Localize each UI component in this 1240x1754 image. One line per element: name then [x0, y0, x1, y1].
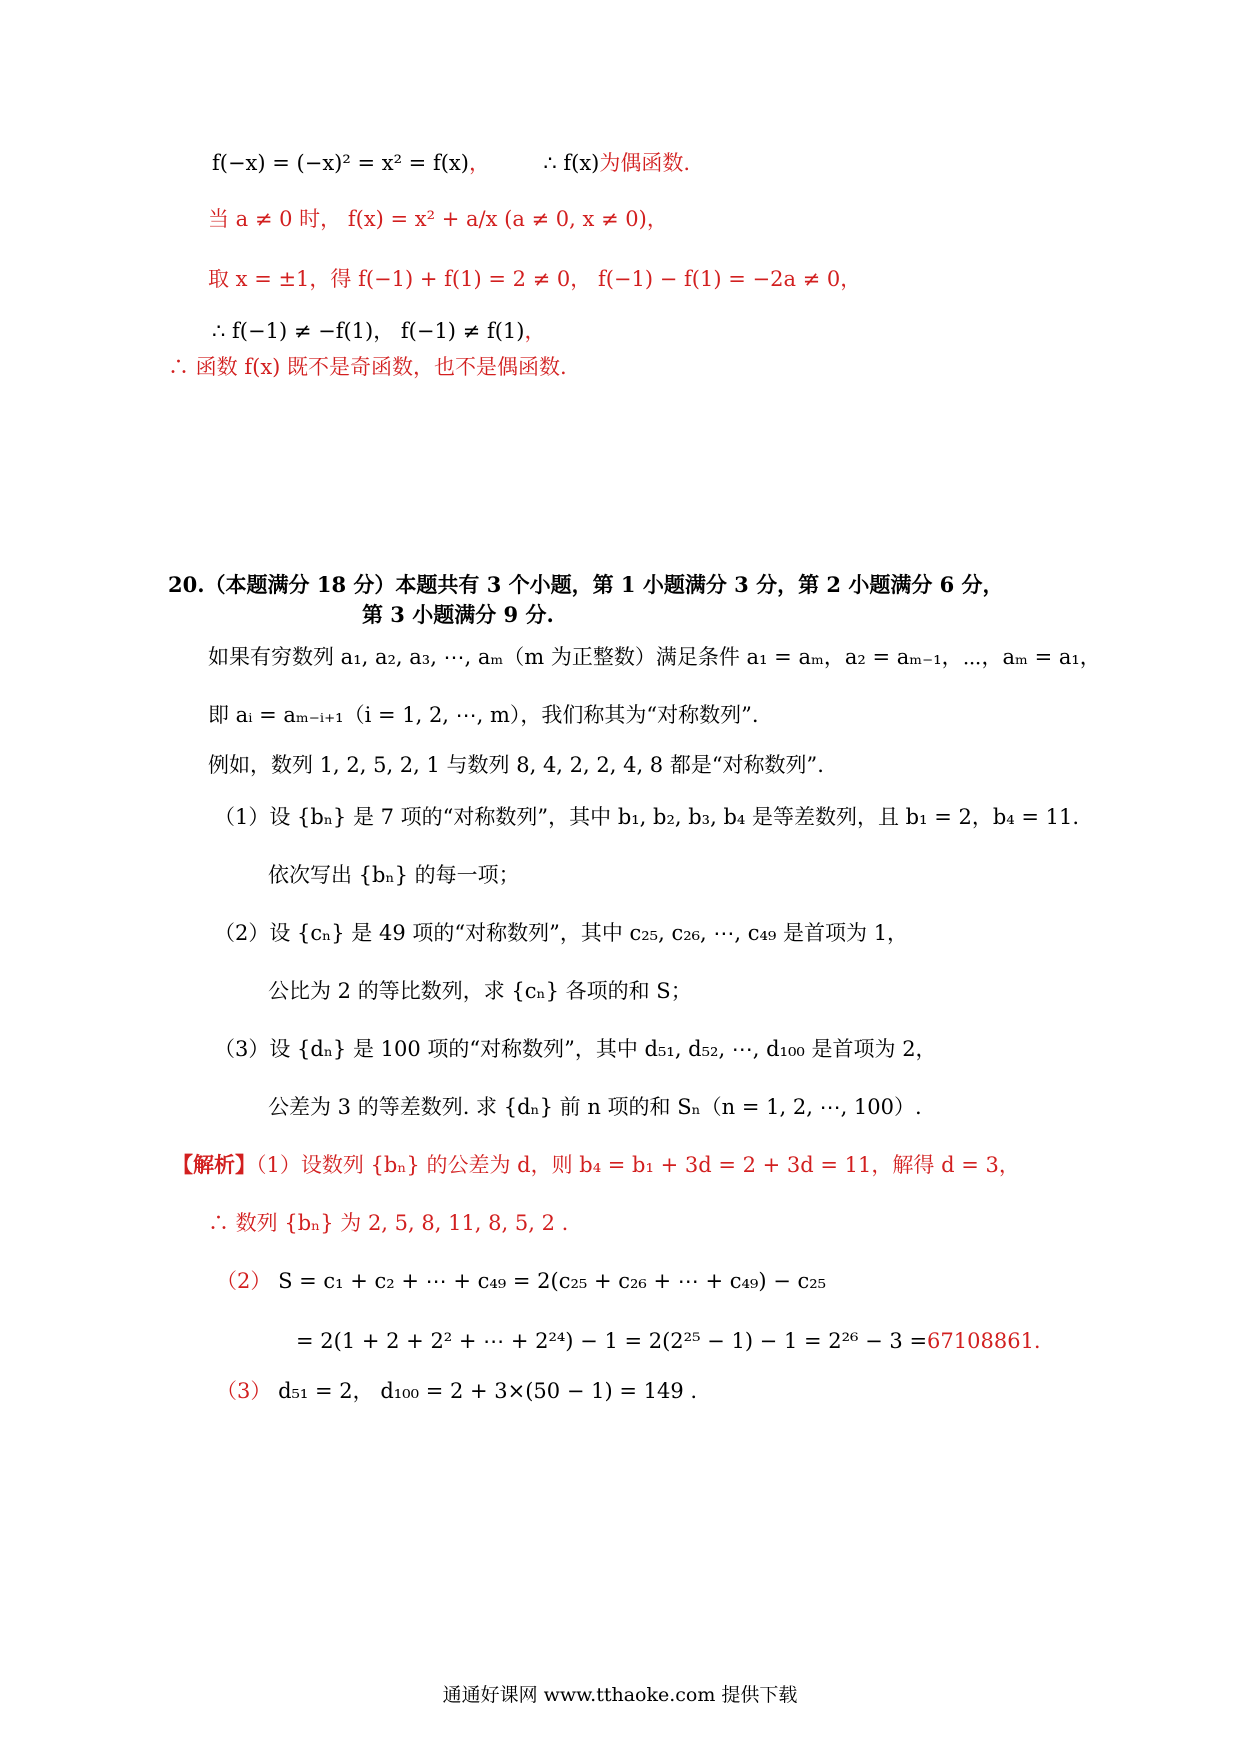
question-20-header-cont: 第 3 小题满分 9 分.: [362, 602, 554, 627]
answer-2-cont: = 2(1 + 2 + 2² + ⋯ + 2²⁴) − 1 = 2(2²⁵ − 1) − 1 = 2²⁶ − 3 =67108861.: [296, 1329, 1041, 1353]
subquestion-3: （3）设 {dₙ} 是 100 项的“对称数列”，其中 d₅₁, d₅₂, ⋯, d₁₀₀ 是首项为 2，: [214, 1037, 937, 1061]
definition-line-1: 如果有穷数列 a₁, a₂, a₃, ⋯, aₘ（m 为正整数）满足条件 a₁ = aₘ，a₂ = aₘ₋₁，⋯，aₘ = a₁，: [208, 645, 1101, 669]
subquestion-2-cont: 公比为 2 的等比数列，求 {cₙ} 各项的和 S；: [268, 979, 692, 1003]
answer-1: 【解析】（1）设数列 {bₙ} 的公差为 d，则 b₄ = b₁ + 3d = 2 + 3d = 11，解得 d = 3，: [172, 1152, 1020, 1177]
line-take-x: 取 x = ±1，得 f(−1) + f(1) = 2 ≠ 0， f(−1) − f(1) = −2a ≠ 0，: [208, 267, 862, 291]
subquestion-3-cont: 公差为 3 的等差数列. 求 {dₙ} 前 n 项的和 Sₙ（n = 1, 2, ⋯, 100）.: [268, 1095, 922, 1119]
equation: f(−x) = (−x)² = x² = f(x): [212, 151, 469, 175]
line-case-a-nonzero: 当 a ≠ 0 时， f(x) = x² + a/x (a ≠ 0, x ≠ 0)，: [208, 207, 668, 231]
subquestion-1-cont: 依次写出 {bₙ} 的每一项；: [268, 863, 520, 887]
line-inequalities: ∴ f(−1) ≠ −f(1)， f(−1) ≠ f(1)，: [212, 319, 546, 343]
definition-line-2: 即 aᵢ = aₘ₋ᵢ₊₁（i = 1, 2, ⋯, m），我们称其为“对称数列”.: [208, 703, 759, 727]
subquestion-2: （2）设 {cₙ} 是 49 项的“对称数列”，其中 c₂₅, c₂₆, ⋯, c₄₉ 是首项为 1，: [214, 921, 909, 945]
page-footer: 通通好课网 www.tthaoke.com 提供下载: [442, 1684, 798, 1706]
example-line: 例如，数列 1, 2, 5, 2, 1 与数列 8, 4, 2, 2, 4, 8 都是“对称数列”.: [208, 753, 824, 777]
answer-1-result: ∴ 数列 {bₙ} 为 2, 5, 8, 11, 8, 5, 2 .: [208, 1211, 569, 1235]
analysis-tag: 【解析】: [172, 1152, 256, 1177]
conclusion: ∴ f(x): [543, 151, 600, 175]
question-20-header: 20.（本题满分 18 分）本题共有 3 个小题，第 1 小题满分 3 分，第 2 小题满分 6 分，: [168, 572, 1004, 597]
line-even-function: f(−x) = (−x)² = x² = f(x)， ∴ f(x)为偶函数.: [212, 151, 691, 175]
subquestion-1: （1）设 {bₙ} 是 7 项的“对称数列”，其中 b₁, b₂, b₃, b₄ 是等差数列，且 b₁ = 2，b₄ = 11.: [214, 805, 1080, 829]
answer-3: （3） d₅₁ = 2， d₁₀₀ = 2 + 3×(50 − 1) = 149 .: [216, 1379, 698, 1403]
line-neither-conclusion: ∴ 函数 f(x) 既不是奇函数，也不是偶函数.: [168, 355, 567, 379]
answer-2: （2） S = c₁ + c₂ + ⋯ + c₄₉ = 2(c₂₅ + c₂₆ + ⋯ + c₄₉) − c₂₅: [216, 1269, 827, 1293]
